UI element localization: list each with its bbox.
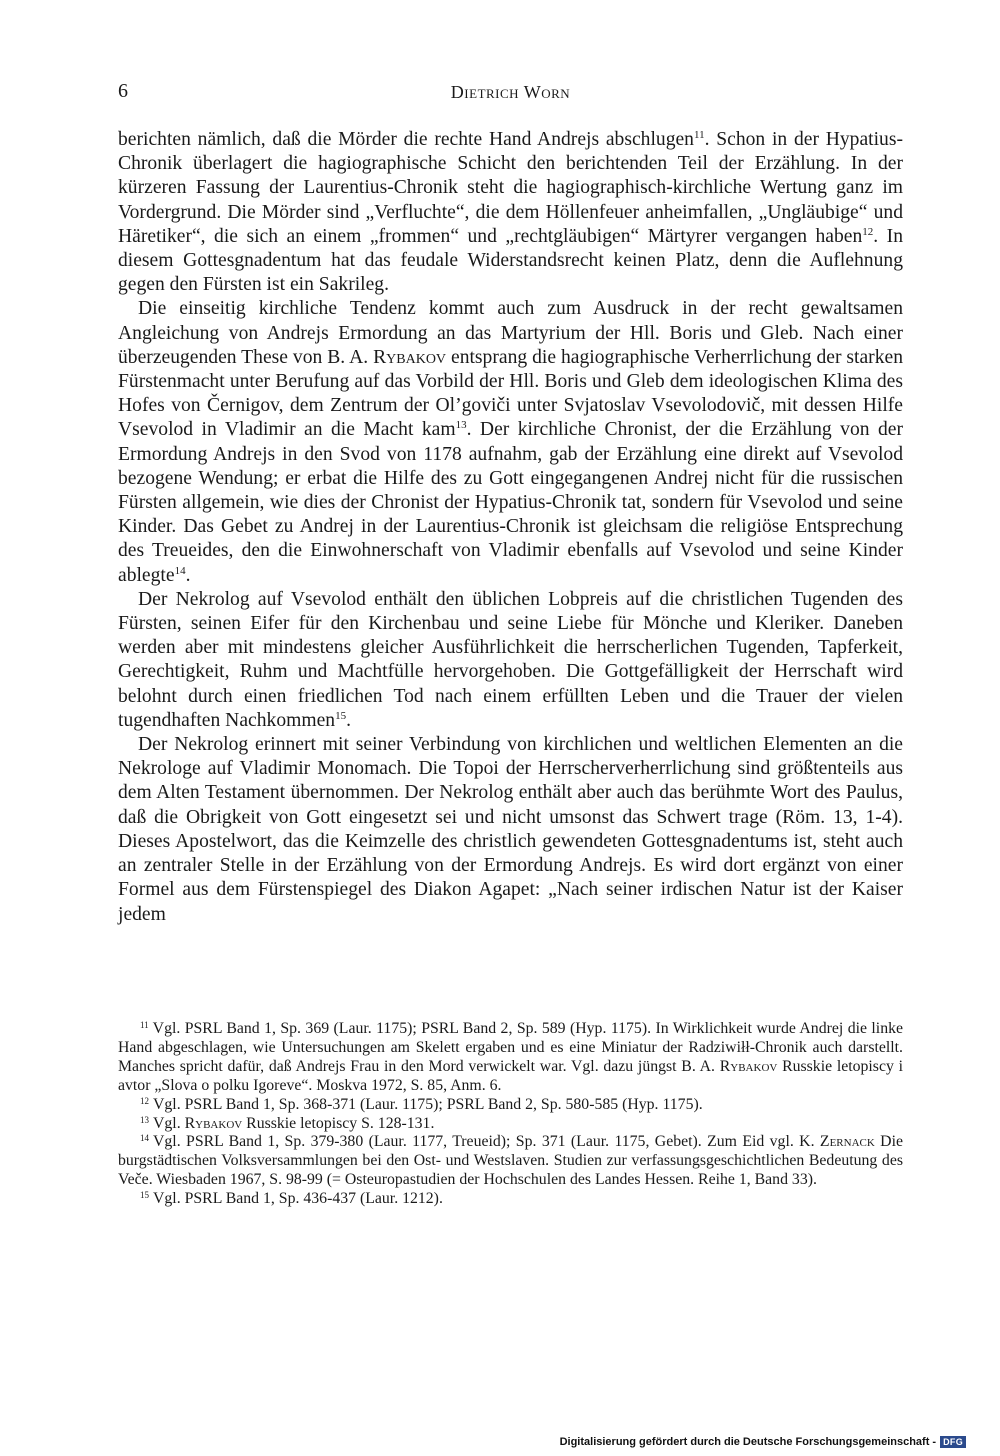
footnote-ref-12[interactable]: 12 — [862, 225, 874, 238]
footnote-13: $^{13}$ Vgl. Rybakov Russkie letopiscy S. 128-131. — [140, 1114, 435, 1132]
body-text — [118, 128, 903, 927]
paragraph-1: berichten nämlich, daß die Mörder die rechte Hand Andrejs abschlugen$^{11}$. Schon in der Hypatius-Chronik überlagert die hagiographische Schicht den berichtenden Teil der Erzählung. In der kürzeren Fassung der Laurentius-Chronik steht die hagiographisch-kirchliche Wertung ganz im Vordergrund. Die Mörder sind „Verfluchte“, die dem Höllenfeuer anheimfallen, „Ungläubige“ und Häretiker“, die sich an einem „frommen“ und „rechtgläubigen“ Märtyrer vergangen haben$^{12}$. In diesem Gottesgnadentum hat das feudale Widerstandsrecht keinen Platz, denn die Auflehnung gegen den Fürsten ist ein Sakrileg. — [118, 129, 903, 296]
paragraph-2: Die einseitig kirchliche Tendenz kommt auch zum Ausdruck in der recht gewaltsamen Angleichung von Andrejs Ermordung an das Martyrium der Hll. Boris und Gleb. Nach einer überzeugenden These von B. A. Rybakov entsprang die hagiographische Verherrlichung der starken Fürstenmacht unter Berufung auf das Vorbild der Hll. Boris und Gleb dem ideologischen Klima des Hofes von Černigov, dem Zentrum der Ol’goviči unter Svjatoslav Vsevolodovič, mit dessen Hilfe Vsevolod in Vladimir an die Macht kam$^{13}$. Der kirchliche Chronist, der die Erzählung von der Ermordung Andrejs in den Svod von 1178 aufnahm, gab der Erzählung eine direkt auf Vsevolod bezogene Wendung; er erbat die Hilfe des zu Gott eingegangenen Andrej nicht für die russischen Fürsten allgemein, wie dies der Chronist der Hypatius-Chronik tat, sondern für Vsevolod und seine Kinder. Das Gebet zu Andrej in der Laurentius-Chronik ist gleichsam die religiöse Entsprechung des Treueides, den die Einwohnerschaft von Vladimir ebenfalls auf Vsevolod und seine Kinder ablegte$^{14}$. — [118, 298, 903, 586]
page-number: 6 — [118, 80, 128, 102]
author-name: Zernack — [819, 1133, 875, 1151]
running-head: Dietrich Worn — [450, 82, 571, 102]
footnote-14: $^{14}$ Vgl. PSRL Band 1, Sp. 379-380 (Laur. 1177, Treueid); Sp. 371 (Laur. 1175, Gebet). Zum Eid vgl. K. Zernack Die burgstädtischen Volksversammlungen bei den Ost- und Westslaven. Studien zur verfassungsgeschichtlichen Bedeutung des Veče. Wiesbaden 1967, S. 98-99 (= Osteuropastudien der Hochschulen des Landes Hessen. Reihe 1, Band 33). — [118, 1133, 903, 1189]
paragraph-4: Der Nekrolog erinnert mit seiner Verbindung von kirchlichen und weltlichen Elementen an die Nekrologe auf Vladimir Monomach. Die Topoi der Herrscherverherrlichung sind größtenteils aus dem Alten Testament übernommen. Der Nekrolog enthält aber auch das berühmte Wort des Paulus, daß die Obrigkeit von Gott eingesetzt sei und nicht umsonst das Schwert trage (Röm. 13, 1-4). Dieses Apostelwort, das die Keimzelle des christlich gewendeten Gottesgnadentums ist, steht auch an zentraler Stelle in der Erzählung von der Ermordung Andrejs. Es wird dort ergänzt von einer Formel aus dem Fürstenspiegel des Diakon Agapet: „Nach seiner irdischen Natur ist der Kaiser jedem — [118, 734, 903, 925]
footnotes — [118, 1020, 903, 1209]
dfg-logo: DFG — [940, 1436, 966, 1448]
author-name: Rybakov — [184, 1114, 243, 1132]
page-header — [118, 80, 903, 108]
paragraph-3: Der Nekrolog auf Vsevolod enthält den üblichen Lobpreis auf die christlichen Tugenden des Fürsten, seinen Eifer für den Kirchenbau und seine Liebe für Mönche und Kleriker. Daneben werden aber mit mindestens gleicher Ausführlichkeit die herrscherlichen Tugenden, Tapferkeit, Gerechtigkeit, Ruhm und Machtfülle hervorgehoben. Die Gottgefälligkeit der Herrschaft wird belohnt durch einen friedlichen Tod nach einem erfüllten Leben und die Trauer der vielen tugendhaften Nachkommen$^{15}$. — [118, 588, 903, 731]
footnote-12: $^{12}$ Vgl. PSRL Band 1, Sp. 368-371 (Laur. 1175); PSRL Band 2, Sp. 580-585 (Hyp. 1175). — [140, 1095, 703, 1113]
footnote-number: 13 — [140, 1114, 149, 1125]
footnote-ref-14[interactable]: 14 — [174, 564, 186, 577]
footnote-ref-13[interactable]: 13 — [455, 419, 467, 432]
footnote-number: 12 — [140, 1095, 149, 1106]
footnote-15: $^{15}$ Vgl. PSRL Band 1, Sp. 436-437 (Laur. 1212). — [140, 1190, 443, 1208]
footnote-ref-15[interactable]: 15 — [335, 709, 347, 722]
footnote-number: 15 — [140, 1190, 149, 1201]
author-name: Rybakov — [719, 1057, 778, 1075]
footnote-ref-11[interactable]: 11 — [693, 129, 705, 141]
digitization-credit — [560, 1434, 966, 1450]
author-name: Rybakov — [373, 346, 447, 368]
footnote-11: $^{11}$ Vgl. PSRL Band 1, Sp. 369 (Laur. 1175); PSRL Band 2, Sp. 589 (Hyp. 1175). In Wirklichkeit wurde Andrej die linke Hand abgeschlagen, wie Untersuchungen am Skelett ergaben und es eine Miniatur der Radziwiłł-Chronik auch darstellt. Manches spricht dafür, daß Andrejs Frau in den Mord verwickelt war. Vgl. dazu jüngst B. A. Rybakov Russkie letopiscy i avtor „Slova o polku Igoreve“. Moskva 1972, S. 85, Anm. 6. — [118, 1020, 903, 1094]
footnote-number: 14 — [140, 1133, 149, 1144]
footnote-number: 11 — [140, 1020, 149, 1030]
credit-text: Digitalisierung gefördert durch die Deutsche Forschungsgemeinschaft - — [559, 1436, 937, 1448]
